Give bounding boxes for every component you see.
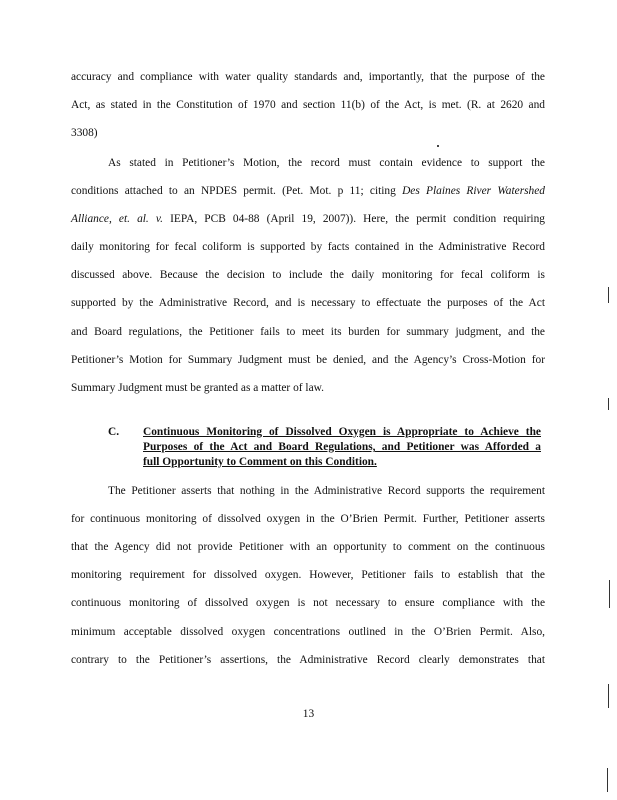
scan-mark [608, 684, 609, 708]
section-heading-line: full Opportunity to Comment on this Condition. [143, 456, 377, 468]
scan-mark [608, 398, 609, 410]
body-line: contrary to the Petitioner’s assertions, the Administrative Record clearly demonstrates that [71, 654, 545, 666]
scan-speck [437, 145, 439, 147]
text-segment: IEPA, PCB 04-88 (April 19, 2007)). Here, the permit condition requiring [170, 213, 545, 225]
scan-mark [608, 287, 609, 303]
body-line: minimum acceptable dissolved oxygen concentrations outlined in the O’Brien Permit. Also, [71, 626, 545, 638]
text-segment: conditions attached to an NPDES permit. (Pet. Mot. p 11; citing [71, 185, 396, 197]
body-line: continuous monitoring of dissolved oxygen is not necessary to ensure compliance with the [71, 597, 545, 609]
body-line: 3308) [71, 127, 98, 139]
body-line: accuracy and compliance with water quality standards and, importantly, that the purpose of the [71, 71, 545, 83]
body-line: that the Agency did not provide Petitioner with an opportunity to comment on the continuous [71, 541, 545, 553]
body-line: Act, as stated in the Constitution of 1970 and section 11(b) of the Act, is met. (R. at 2620 and [71, 99, 545, 111]
case-name: Des Plaines River Watershed [402, 185, 546, 197]
body-line: As stated in Petitioner’s Motion, the record must contain evidence to support the [108, 157, 545, 169]
section-label: C. [108, 426, 120, 438]
body-line: discussed above. Because the decision to include the daily monitoring for fecal coliform is [71, 269, 545, 281]
scan-mark [609, 580, 610, 608]
body-line: monitoring requirement for dissolved oxygen. However, Petitioner fails to establish that the [71, 569, 545, 581]
case-name: Alliance, et. al. v. [71, 213, 163, 225]
body-line: The Petitioner asserts that nothing in the Administrative Record supports the requirement [108, 485, 545, 497]
body-line: supported by the Administrative Record, and is necessary to effectuate the purposes of the Act [71, 297, 545, 309]
body-line: for continuous monitoring of dissolved oxygen in the O’Brien Permit. Further, Petitioner asserts [71, 513, 545, 525]
body-line [71, 213, 545, 225]
scan-mark [607, 768, 608, 792]
body-line: and Board regulations, the Petitioner fails to meet its burden for summary judgment, and the [71, 326, 545, 338]
body-line: daily monitoring for fecal coliform is supported by facts contained in the Administrative Record [71, 241, 545, 253]
section-heading-line: Purposes of the Act and Board Regulations, and Petitioner was Afforded a [143, 441, 541, 453]
body-line [71, 185, 545, 197]
body-line: Petitioner’s Motion for Summary Judgment must be denied, and the Agency’s Cross-Motion for [71, 354, 545, 366]
section-heading-line: Continuous Monitoring of Dissolved Oxygen is Appropriate to Achieve the [143, 426, 541, 438]
page-number: 13 [302, 708, 315, 720]
body-line: Summary Judgment must be granted as a matter of law. [71, 382, 324, 394]
